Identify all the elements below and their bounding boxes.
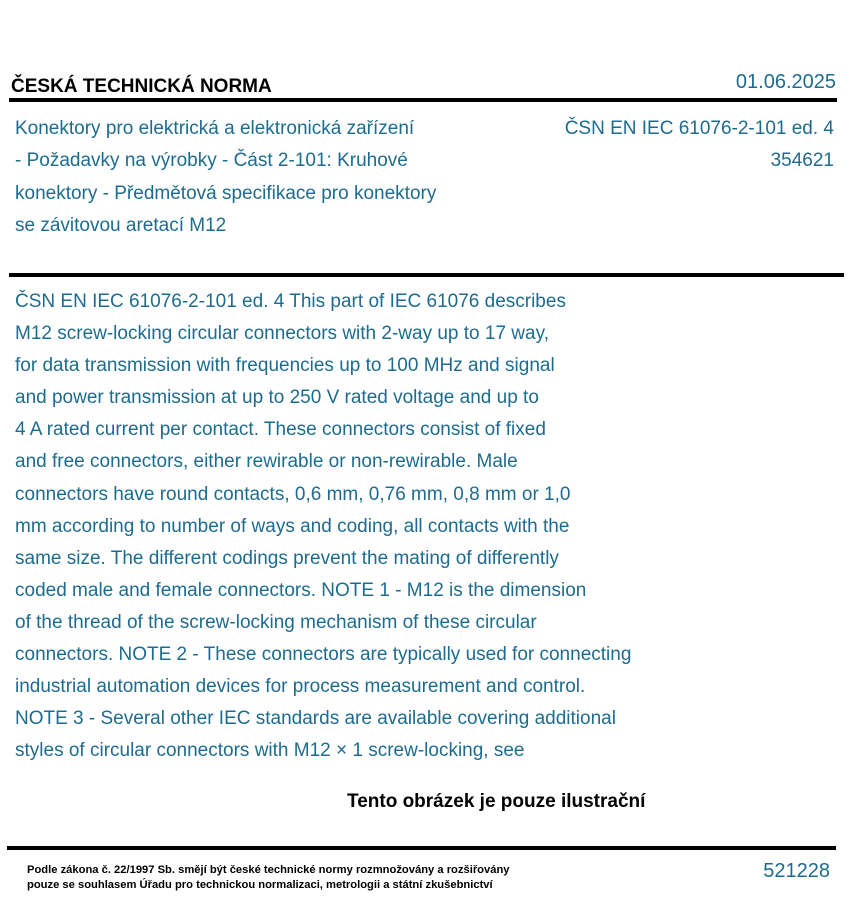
middle-divider bbox=[9, 273, 844, 277]
legal-line: pouze se souhlasem Úřadu pro technickou normalizaci, metrologii a státní zkušebnictví bbox=[27, 879, 493, 891]
document-title-line: se závitovou aretací M12 bbox=[15, 214, 227, 236]
abstract-line: styles of circular connectors with M12 × 1 screw-locking, see bbox=[15, 740, 525, 762]
order-number: 521228 bbox=[763, 860, 830, 882]
document-title-line: - Požadavky na výrobky - Část 2-101: Kruhové bbox=[15, 150, 408, 172]
abstract-line: industrial automation devices for process measurement and control. bbox=[15, 676, 586, 698]
abstract-line: mm according to number of ways and coding, all contacts with the bbox=[15, 515, 570, 537]
abstract-line: coded male and female connectors. NOTE 1 - M12 is the dimension bbox=[15, 579, 587, 601]
abstract-line: M12 screw-locking circular connectors with 2-way up to 17 way, bbox=[15, 323, 549, 345]
standard-code: ČSN EN IEC 61076-2-101 ed. 4 bbox=[564, 118, 834, 139]
document-title bbox=[15, 113, 515, 242]
abstract-line: NOTE 3 - Several other IEC standards are available covering additional bbox=[15, 708, 616, 730]
top-divider bbox=[9, 98, 837, 102]
abstract-line: for data transmission with frequencies up to 100 MHz and signal bbox=[15, 355, 555, 377]
header-title: ČESKÁ TECHNICKÁ NORMA bbox=[11, 76, 272, 97]
classification-number: 354621 bbox=[770, 150, 834, 172]
illustration-note: Tento obrázek je pouze ilustrační bbox=[347, 791, 646, 812]
abstract-line: connectors have round contacts, 0,6 mm, 0,76 mm, 0,8 mm or 1,0 bbox=[15, 483, 571, 505]
publication-date: 01.06.2025 bbox=[735, 71, 836, 93]
legal-line: Podle zákona č. 22/1997 Sb. smějí být české technické normy rozmnožovány a rozšiřovány bbox=[27, 864, 510, 876]
abstract-line: 4 A rated current per contact. These connectors consist of fixed bbox=[15, 419, 546, 441]
document-identifier bbox=[565, 113, 834, 178]
legal-notice bbox=[27, 863, 510, 893]
abstract-line: ČSN EN IEC 61076-2-101 ed. 4 This part of IEC 61076 describes bbox=[15, 291, 566, 312]
document-title-line: konektory - Předmětová specifikace pro konektory bbox=[15, 182, 437, 204]
abstract-text bbox=[15, 286, 735, 767]
document-title-line: Konektory pro elektrická a elektronická zařízení bbox=[15, 118, 415, 139]
abstract-line: connectors. NOTE 2 - These connectors are typically used for connecting bbox=[15, 644, 632, 666]
abstract-line: and free connectors, either rewirable or non-rewirable. Male bbox=[15, 451, 518, 473]
abstract-line: of the thread of the screw-locking mechanism of these circular bbox=[15, 611, 537, 633]
abstract-line: and power transmission at up to 250 V rated voltage and up to bbox=[15, 387, 539, 409]
abstract-line: same size. The different codings prevent the mating of differently bbox=[15, 547, 559, 569]
bottom-divider bbox=[7, 846, 836, 850]
